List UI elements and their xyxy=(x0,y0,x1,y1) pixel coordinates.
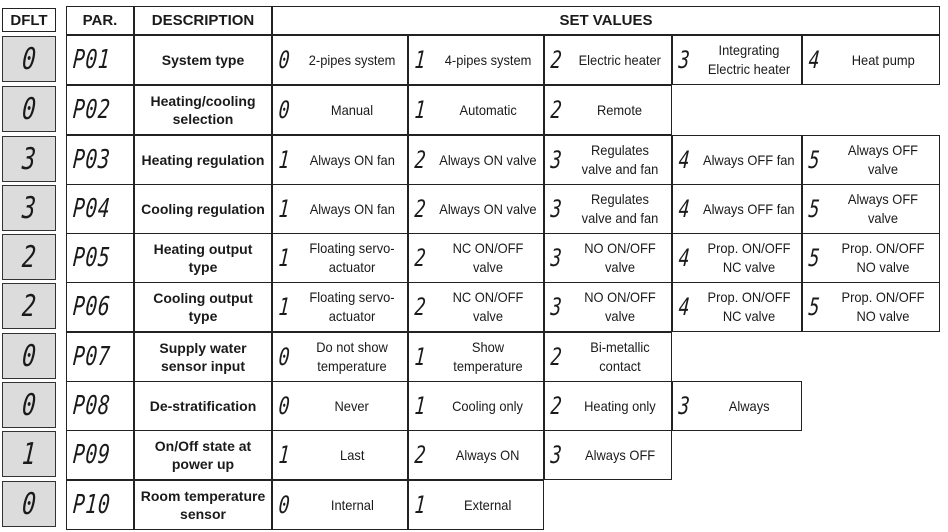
option-label: Always ON fan xyxy=(309,200,395,217)
option-label: 4-pipes system xyxy=(444,51,532,68)
option-label: Always ON valve xyxy=(439,200,537,217)
set-value-option xyxy=(544,85,672,135)
set-value-option xyxy=(802,135,940,185)
option-label: Prop. ON/OFF NO valve xyxy=(841,289,925,324)
option-number xyxy=(277,481,291,529)
option-number xyxy=(277,382,291,430)
set-value-option xyxy=(802,35,940,85)
option-label: Heating only xyxy=(584,397,656,414)
parameter-code xyxy=(66,480,134,530)
option-number xyxy=(549,234,563,282)
option-label: Internal xyxy=(330,496,374,513)
option-number xyxy=(677,136,691,184)
parameter-code-text: P01 xyxy=(71,45,112,75)
option-number xyxy=(677,185,691,233)
set-value-option xyxy=(408,184,544,234)
option-number xyxy=(549,86,563,134)
option-digit: 3 xyxy=(549,441,563,469)
default-digit: 0 xyxy=(20,91,38,127)
parameter-code xyxy=(66,381,134,431)
parameter-code xyxy=(66,282,134,332)
parameter-description: Heating regulation xyxy=(134,135,272,185)
option-label: Always OFF fan xyxy=(703,200,795,217)
option-label: Always OFF fan xyxy=(703,151,795,168)
option-label: Last xyxy=(339,446,365,463)
option-digit: 5 xyxy=(807,195,821,223)
parameter-code xyxy=(66,135,134,185)
option-label: Floating servo-actuator xyxy=(309,289,395,324)
set-value-option xyxy=(544,282,672,332)
option-number xyxy=(807,36,821,84)
set-value-option xyxy=(544,332,672,382)
option-number xyxy=(549,283,563,331)
option-digit: 1 xyxy=(277,441,291,469)
option-number xyxy=(413,382,427,430)
set-value-option xyxy=(408,480,544,530)
option-digit: 1 xyxy=(413,96,427,124)
option-digit: 3 xyxy=(549,244,563,272)
option-number xyxy=(807,185,821,233)
default-value xyxy=(2,136,56,182)
parameter-description: Room temperature sensor xyxy=(134,480,272,530)
option-digit: 1 xyxy=(413,46,427,74)
set-values-header: SET VALUES xyxy=(272,6,940,35)
parameter-code-text: P05 xyxy=(71,243,112,273)
option-label: NO ON/OFF valve xyxy=(584,240,656,275)
parameter-code-text: P07 xyxy=(71,342,112,372)
option-digit: 4 xyxy=(677,195,691,223)
option-label: Do not show temperature xyxy=(316,339,388,374)
option-digit: 4 xyxy=(677,293,691,321)
parameter-description: Cooling output type xyxy=(134,282,272,332)
set-value-option xyxy=(408,282,544,332)
option-digit: 2 xyxy=(413,146,427,174)
option-digit: 1 xyxy=(413,343,427,371)
option-label: Automatic xyxy=(459,101,517,118)
option-number xyxy=(549,185,563,233)
option-label: Always xyxy=(728,397,770,414)
option-digit: 3 xyxy=(549,293,563,321)
option-label: Show temperature xyxy=(453,339,523,374)
option-label: NO ON/OFF valve xyxy=(584,289,656,324)
option-number xyxy=(413,234,427,282)
parameter-code-text: P04 xyxy=(71,194,112,224)
option-digit: 0 xyxy=(277,96,291,124)
set-value-option xyxy=(272,85,408,135)
default-value xyxy=(2,234,56,280)
default-value xyxy=(2,86,56,132)
option-digit: 2 xyxy=(413,441,427,469)
option-number xyxy=(549,36,563,84)
option-label: Always OFF valve xyxy=(847,142,919,177)
option-number xyxy=(413,136,427,184)
set-value-option xyxy=(408,35,544,85)
option-digit: 2 xyxy=(413,293,427,321)
option-number xyxy=(277,86,291,134)
parameter-description: Heating/cooling selection xyxy=(134,85,272,135)
option-label: Always ON fan xyxy=(309,151,395,168)
option-label: 2-pipes system xyxy=(308,51,396,68)
option-digit: 2 xyxy=(549,96,563,124)
set-value-option xyxy=(672,282,802,332)
option-number xyxy=(677,234,691,282)
option-number xyxy=(413,36,427,84)
parameter-description: System type xyxy=(134,35,272,85)
dflt-header: DFLT xyxy=(2,8,56,32)
set-value-option xyxy=(272,332,408,382)
option-number xyxy=(677,382,691,430)
option-digit: 2 xyxy=(549,46,563,74)
default-digit: 3 xyxy=(20,141,38,177)
parameter-code-text: P02 xyxy=(71,95,112,125)
option-number xyxy=(413,185,427,233)
parameter-description: Supply water sensor input xyxy=(134,332,272,382)
default-digit: 0 xyxy=(20,41,38,77)
option-label: Manual xyxy=(330,101,374,118)
option-digit: 0 xyxy=(277,491,291,519)
option-label: Heat pump xyxy=(851,51,915,68)
option-label: Never xyxy=(334,397,370,414)
option-digit: 3 xyxy=(677,392,691,420)
option-number xyxy=(549,136,563,184)
default-digit: 0 xyxy=(20,486,38,522)
option-digit: 1 xyxy=(277,146,291,174)
set-value-option xyxy=(544,35,672,85)
option-number xyxy=(413,481,427,529)
option-digit: 4 xyxy=(677,146,691,174)
set-value-option xyxy=(408,332,544,382)
option-number xyxy=(277,36,291,84)
parameter-description: On/Off state at power up xyxy=(134,430,272,480)
option-number xyxy=(277,283,291,331)
option-label: Always ON xyxy=(456,446,520,463)
set-value-option xyxy=(408,381,544,431)
option-number xyxy=(413,431,427,479)
default-digit: 2 xyxy=(20,239,38,275)
set-value-option xyxy=(544,135,672,185)
set-value-option xyxy=(408,430,544,480)
option-digit: 4 xyxy=(677,244,691,272)
option-digit: 3 xyxy=(549,146,563,174)
option-label: Prop. ON/OFF NC valve xyxy=(707,289,791,324)
parameter-description: Cooling regulation xyxy=(134,184,272,234)
parameter-code xyxy=(66,430,134,480)
set-value-option xyxy=(672,184,802,234)
option-label: Always OFF xyxy=(584,446,656,463)
default-value xyxy=(2,333,56,379)
option-number xyxy=(807,234,821,282)
parameter-code xyxy=(66,35,134,85)
option-label: Regulates valve and fan xyxy=(581,191,659,226)
parameter-code xyxy=(66,184,134,234)
set-value-option xyxy=(408,135,544,185)
option-label: NC ON/OFF valve xyxy=(452,240,524,275)
option-digit: 2 xyxy=(549,392,563,420)
set-value-option xyxy=(672,35,802,85)
option-number xyxy=(413,283,427,331)
set-value-option xyxy=(544,381,672,431)
default-value xyxy=(2,283,56,329)
default-digit: 0 xyxy=(20,387,38,423)
option-digit: 1 xyxy=(277,244,291,272)
option-digit: 5 xyxy=(807,293,821,321)
parameter-code xyxy=(66,233,134,283)
set-value-option xyxy=(272,381,408,431)
set-value-option xyxy=(408,85,544,135)
option-digit: 2 xyxy=(413,244,427,272)
set-value-option xyxy=(802,282,940,332)
option-digit: 3 xyxy=(677,46,691,74)
option-digit: 4 xyxy=(807,46,821,74)
option-digit: 2 xyxy=(413,195,427,223)
option-number xyxy=(807,283,821,331)
set-value-option xyxy=(544,430,672,480)
parameter-code-text: P06 xyxy=(71,292,112,322)
default-digit: 1 xyxy=(20,436,38,472)
set-value-option xyxy=(544,233,672,283)
set-value-option xyxy=(544,184,672,234)
option-label: Remote xyxy=(597,101,643,118)
option-label: Prop. ON/OFF NC valve xyxy=(707,240,791,275)
default-value xyxy=(2,481,56,527)
parameter-code-text: P10 xyxy=(71,490,112,520)
option-number xyxy=(413,333,427,381)
option-digit: 3 xyxy=(549,195,563,223)
option-number xyxy=(677,36,691,84)
option-label: Electric heater xyxy=(578,51,662,68)
set-value-option xyxy=(272,282,408,332)
set-value-option xyxy=(272,35,408,85)
option-number xyxy=(549,333,563,381)
option-number xyxy=(277,333,291,381)
option-digit: 5 xyxy=(807,244,821,272)
set-value-option xyxy=(672,381,802,431)
option-digit: 2 xyxy=(549,343,563,371)
option-digit: 0 xyxy=(277,392,291,420)
option-digit: 0 xyxy=(277,46,291,74)
parameter-code-text: P09 xyxy=(71,440,112,470)
option-number xyxy=(807,136,821,184)
default-value xyxy=(2,382,56,428)
option-number xyxy=(677,283,691,331)
set-value-option xyxy=(672,233,802,283)
parameter-code xyxy=(66,85,134,135)
parameter-code xyxy=(66,332,134,382)
parameter-description: Heating output type xyxy=(134,233,272,283)
default-digit: 3 xyxy=(20,190,38,226)
option-label: Bi-metallic contact xyxy=(590,339,650,374)
parameter-code-text: P03 xyxy=(71,145,112,175)
option-label: Prop. ON/OFF NO valve xyxy=(841,240,925,275)
set-value-option xyxy=(408,233,544,283)
option-number xyxy=(413,86,427,134)
set-value-option xyxy=(272,480,408,530)
option-label: Always ON valve xyxy=(439,151,537,168)
set-value-option xyxy=(802,184,940,234)
parameter-description: De-stratification xyxy=(134,381,272,431)
option-label: Regulates valve and fan xyxy=(581,142,659,177)
option-label: External xyxy=(464,496,512,513)
option-digit: 0 xyxy=(277,343,291,371)
option-label: Cooling only xyxy=(452,397,524,414)
default-value xyxy=(2,431,56,477)
set-value-option xyxy=(272,135,408,185)
set-value-option xyxy=(802,233,940,283)
default-value xyxy=(2,36,56,82)
option-label: Integrating Electric heater xyxy=(707,42,791,77)
parameter-code-text: P08 xyxy=(71,391,112,421)
option-digit: 5 xyxy=(807,146,821,174)
default-digit: 2 xyxy=(20,288,38,324)
set-value-option xyxy=(272,233,408,283)
option-digit: 1 xyxy=(413,491,427,519)
set-value-option xyxy=(272,184,408,234)
option-digit: 1 xyxy=(413,392,427,420)
description-header: DESCRIPTION xyxy=(134,6,272,35)
option-label: Floating servo-actuator xyxy=(309,240,395,275)
option-digit: 1 xyxy=(277,293,291,321)
option-label: Always OFF valve xyxy=(847,191,919,226)
option-number xyxy=(277,234,291,282)
option-digit: 1 xyxy=(277,195,291,223)
par-header: PAR. xyxy=(66,6,134,35)
option-number xyxy=(277,136,291,184)
set-value-option xyxy=(672,135,802,185)
option-number xyxy=(277,431,291,479)
option-number xyxy=(549,431,563,479)
default-value xyxy=(2,185,56,231)
option-number xyxy=(549,382,563,430)
option-number xyxy=(277,185,291,233)
set-value-option xyxy=(272,430,408,480)
default-digit: 0 xyxy=(20,338,38,374)
option-label: NC ON/OFF valve xyxy=(452,289,524,324)
